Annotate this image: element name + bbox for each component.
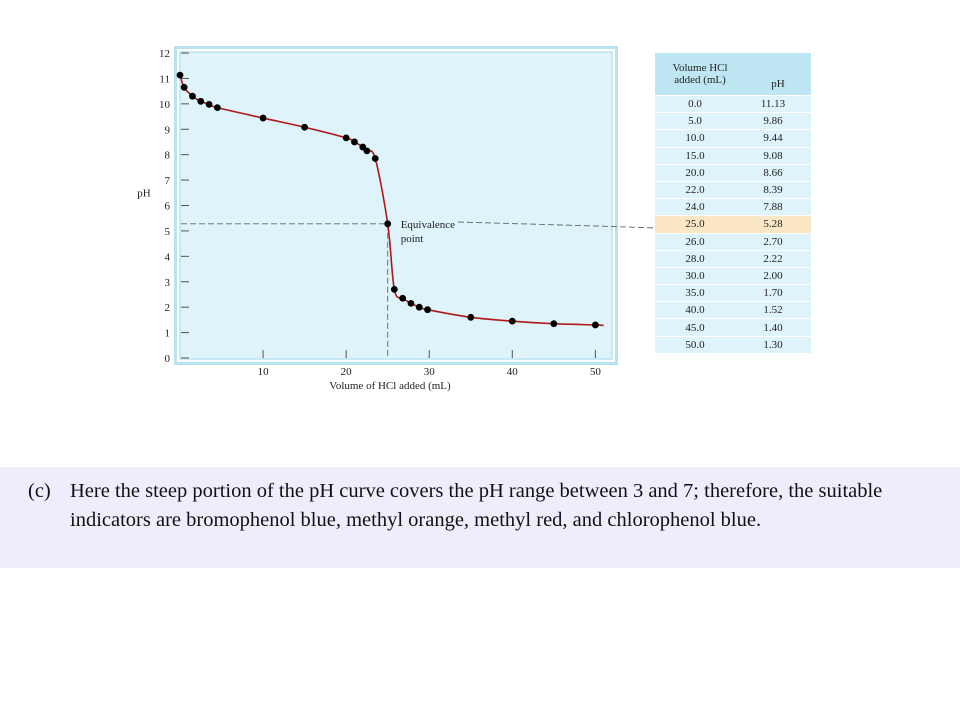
data-point [509,318,516,325]
data-point [343,134,350,141]
y-tick-label: 3 [164,276,170,289]
data-point [416,304,423,311]
table-row [655,318,811,335]
y-tick-label: 7 [164,175,170,188]
table-row [655,267,811,284]
table-header [655,53,811,95]
table-row [655,147,811,164]
y-axis-title: pH [137,187,151,200]
ph-cell: 2.22 [763,252,783,265]
table-body [655,95,811,353]
plot-area [180,52,612,359]
ph-cell: 1.40 [763,321,783,334]
table-row [655,198,811,215]
ph-cell: 9.44 [763,132,783,145]
y-tick-label: 5 [164,225,170,238]
explanation-label: (c) [28,480,51,502]
y-tick-label: 10 [159,98,170,111]
table-row [655,250,811,267]
data-point [189,93,196,100]
y-tick-label: 8 [164,149,170,162]
table-row [655,284,811,301]
x-tick-label: 30 [423,366,435,378]
volume-cell: 30.0 [685,269,705,282]
data-point [177,72,184,79]
data-point [424,306,431,313]
table-row [655,164,811,181]
y-tick-label: 1 [164,327,170,340]
header-ph: pH [771,78,785,90]
data-point [408,300,415,307]
annotation-line-1: Equivalence [400,218,456,231]
header-volume-line1: Volume HCl [672,62,728,74]
table-row [655,181,811,198]
volume-cell: 22.0 [685,184,705,197]
ph-cell: 8.66 [763,166,783,179]
header-volume-line2: added (mL) [674,74,726,86]
table-row [655,301,811,318]
y-tick-label: 4 [164,251,170,264]
explanation-text: Here the steep portion of the pH curve covers the pH range between 3 and 7; therefore, the suitable indicators are bromophenol blue, methyl orange, methyl red, and chlorophenol blue. [70,480,883,531]
y-tick-label: 12 [159,48,170,60]
explanation-box [0,467,960,568]
volume-cell: 5.0 [688,115,702,128]
volume-cell: 15.0 [685,149,705,162]
data-point [301,124,308,131]
volume-cell: 10.0 [685,132,705,145]
header-volume [655,62,745,92]
table-row [655,233,811,250]
volume-cell: 28.0 [685,252,705,265]
ph-cell: 9.86 [763,115,783,128]
data-point [384,220,391,227]
x-tick-label: 50 [589,366,601,378]
ph-cell: 11.13 [760,98,786,111]
ph-cell: 5.28 [763,218,783,231]
annotation-line-2: point [400,232,424,245]
ph-cell: 8.39 [763,184,783,197]
ph-cell: 9.08 [763,149,783,162]
volume-cell: 0.0 [688,98,702,111]
ph-cell: 2.00 [763,269,783,282]
y-tick-label: 11 [159,73,170,86]
volume-cell: 40.0 [685,304,705,317]
ph-cell: 7.88 [763,201,783,214]
volume-cell: 20.0 [685,166,705,179]
data-point [214,104,221,111]
data-point [206,101,213,108]
table-row [655,112,811,129]
volume-cell: 25.0 [685,218,705,231]
data-point [364,147,371,154]
data-point [592,322,599,329]
ph-cell: 2.70 [763,235,783,248]
data-point [260,115,267,122]
ph-cell: 1.30 [763,338,783,351]
data-point [197,98,204,105]
table-row-highlighted [655,215,811,232]
data-point [467,314,474,321]
volume-cell: 26.0 [685,235,705,248]
data-table [655,53,811,353]
data-point [399,295,406,302]
volume-cell: 24.0 [685,201,705,214]
y-tick-label: 6 [164,200,170,213]
y-tick-label: 0 [164,353,170,365]
y-tick-label: 9 [164,124,170,137]
data-point [351,139,358,146]
y-tick-label: 2 [164,302,170,315]
table-row [655,95,811,112]
ph-cell: 1.52 [763,304,783,317]
data-point [391,286,398,293]
volume-cell: 50.0 [685,338,705,351]
data-point [372,155,379,162]
x-tick-label: 10 [257,366,269,378]
x-tick-label: 20 [340,366,352,378]
data-point [181,84,188,91]
data-point [550,320,557,327]
volume-cell: 35.0 [685,287,705,300]
x-tick-label: 40 [506,366,518,378]
volume-cell: 45.0 [685,321,705,334]
ph-cell: 1.70 [763,287,783,300]
table-row [655,336,811,353]
x-axis-title: Volume of HCl added (mL) [329,380,451,392]
table-row [655,129,811,146]
